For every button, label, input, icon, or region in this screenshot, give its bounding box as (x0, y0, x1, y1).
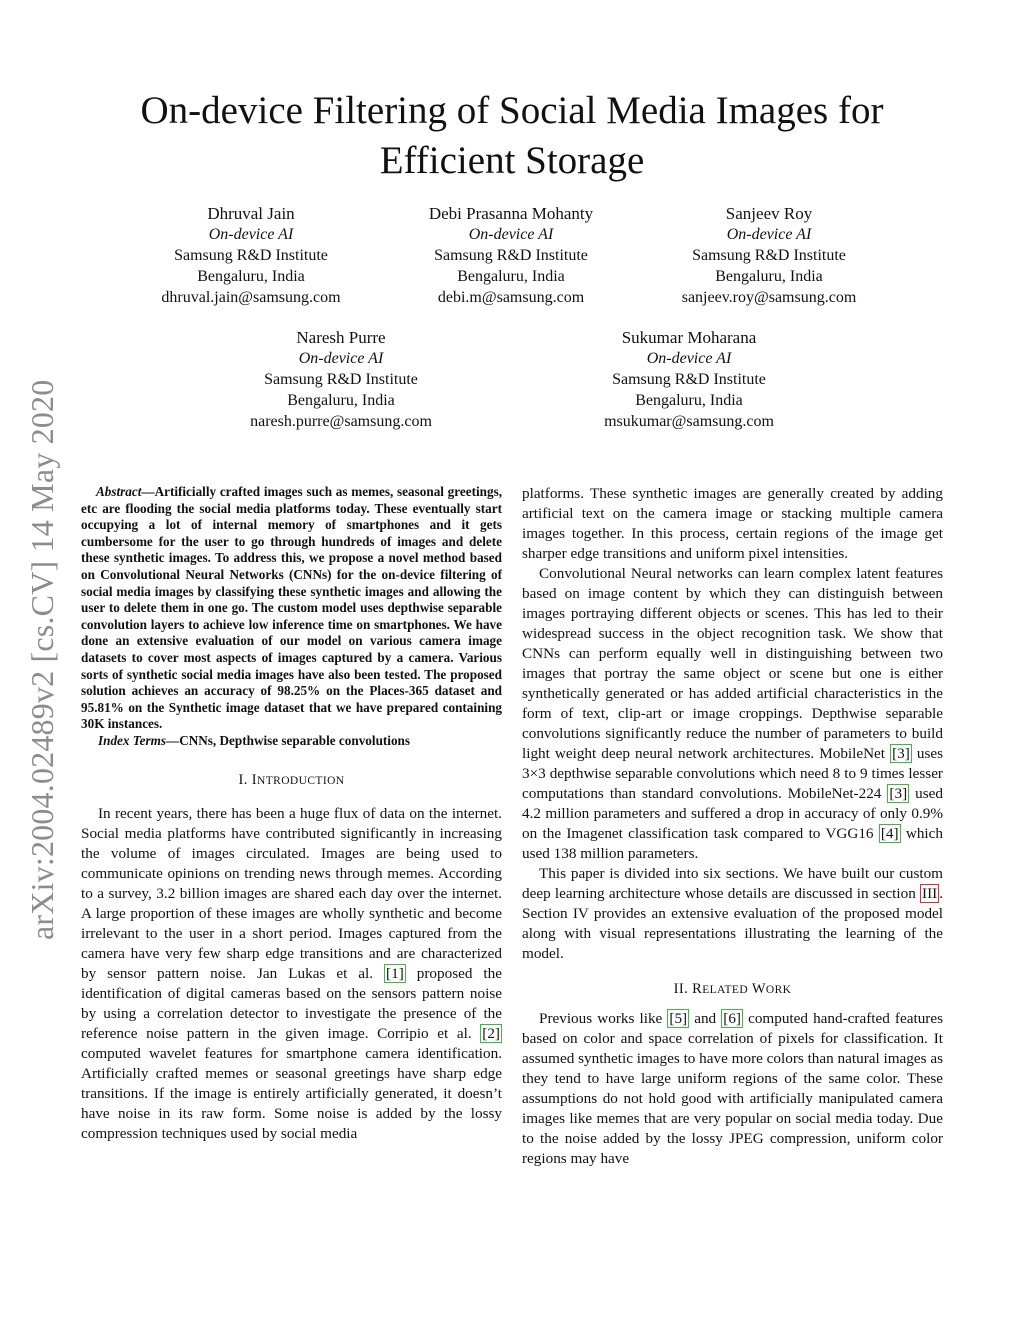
section-heading-related-work (522, 979, 943, 1000)
author-location: Bengaluru, India (287, 392, 395, 409)
author-institute: Samsung R&D Institute (264, 371, 418, 388)
intro-paragraph-continued: platforms. These synthetic images are generally created by adding artificial text on the camera image or stacking multiple camera images together. In this process, certain regions of the image get sharper edge transitions and uniform pixel intensities. (522, 485, 943, 562)
author-email: debi.m@samsung.com (437, 289, 585, 306)
text-run: which used 138 million parameters. (522, 825, 943, 862)
author-block (381, 203, 641, 308)
paper-structure-paragraph (522, 864, 943, 964)
text-run: used 4.2 million parameters and suffered a drop in accuracy of only 0.9% on the Imagenet classification task compared to VGG16 (522, 785, 943, 842)
author-location: Bengaluru, India (197, 268, 305, 285)
author-email: dhruval.jain@samsung.com (161, 289, 341, 306)
title-line-1: On-device Filtering of Social Media Images for (140, 89, 884, 132)
abstract: Abstract—Artificially crafted images such as memes, seasonal greetings, etc are flooding the social media platforms today. These eventually start occupying a lot of internal memory of smartphones and it gets cumbersome for the user to go through hundreds of images and delete these synthetic images. To address this, we propose a novel method based on Convolutional Neural Networks (CNNs) for the on-device filtering of social media images by classifying these synthetic images and allowing the user to delete them in one go. The custom model uses depthwise separable convolution layers to achieve low inference time on smartphones. We have done an extensive evaluation of our model on various camera image datasets to cover most aspects of images captured by a camera. Various sorts of synthetic social media images have also been tested. The proposed solution achieves an accuracy of 98.25% on the Places-365 dataset and 95.81% on the Synthetic image dataset that we have prepared containing 30K instances. (81, 484, 503, 732)
section-title-rest: NTRODUCTION (257, 774, 345, 787)
index-terms: Index Terms—CNNs, Depthwise separable convolutions (98, 732, 411, 748)
citation-link[interactable]: [6] (723, 1010, 741, 1027)
author-location: Bengaluru, India (715, 268, 823, 285)
author-email: naresh.purre@samsung.com (250, 413, 432, 430)
author-block (211, 327, 471, 432)
section-heading-introduction (81, 770, 502, 791)
text-run: proposed the identification of digital cameras based on the sensors pattern noise by using a correlation detector to investigate the presence of the reference noise pattern in the given image. Corripio et al. (81, 964, 502, 1042)
text-run: This paper is divided into six sections. We have built our custom deep learning architecture whose details are discussed in section (522, 865, 943, 902)
citation-link[interactable]: [3] (889, 785, 908, 802)
author-affiliation: On-device AI (208, 226, 294, 243)
author-institute: Samsung R&D Institute (612, 371, 766, 388)
author-name: Debi Prasanna Mohanty (428, 204, 594, 223)
text-run: . Section IV provides an extensive evaluation of the proposed model along with visual representations illustrating the learning of the model. (522, 885, 943, 962)
author-email: sanjeev.roy@samsung.com (681, 289, 857, 306)
section-initial: R (692, 981, 703, 997)
author-name: Sanjeev Roy (725, 204, 813, 223)
related-work-paragraph (522, 1009, 943, 1169)
section-initial: W (751, 981, 766, 997)
left-column (81, 484, 502, 1144)
author-affiliation: On-device AI (298, 350, 384, 367)
right-column (522, 484, 943, 1169)
author-affiliation: On-device AI (726, 226, 812, 243)
text-run: Convolutional Neural networks can learn complex latent features based on image content by which they can distinguish between images portraying different objects or scenes. This has led to their widespread success in the object recognition task. We show that CNNs can perform equally well in distinguishing between two images that portray the same object or scene but one is either synthetically generated or has added artificial characteristics in the form of text, clip-art or image croppings. Depthwise separable convolutions significantly reduce the number of parameters to build light weight deep neural network architectures. MobileNet (522, 565, 943, 762)
author-block (559, 327, 819, 432)
section-crossref-link[interactable]: III (922, 885, 938, 902)
section-title-rest: ELATED (702, 984, 749, 996)
paper-title (80, 86, 944, 186)
author-institute: Samsung R&D Institute (174, 247, 328, 264)
author-affiliation: On-device AI (468, 226, 554, 243)
text-run: computed wavelet features for smartphone camera identification. Artificially crafted memes or seasonal greetings have sharp edge transitions. If the image is entirely artificially generated, it doesn’t have noise in its raw form. Some noise is added by the lossy compression techniques used by social media (81, 1044, 502, 1142)
author-name: Naresh Purre (296, 328, 386, 347)
author-location: Bengaluru, India (635, 392, 743, 409)
citation-link[interactable]: [4] (880, 825, 899, 842)
text-run: uses 3×3 depthwise separable convolutions which need 8 to 9 times lesser computations than standard convolutions. MobileNet-224 (522, 745, 943, 802)
index-terms-text: CNNs, Depthwise separable convolutions (179, 732, 411, 748)
author-institute: Samsung R&D Institute (434, 247, 588, 264)
author-name: Dhruval Jain (207, 204, 295, 223)
author-block (639, 203, 899, 308)
section-numeral: II. (673, 981, 689, 997)
section-numeral: I. (238, 771, 248, 788)
text-run: Previous works like (539, 1010, 668, 1027)
author-name: Sukumar Moharana (621, 328, 757, 347)
intro-paragraph (81, 804, 502, 1144)
text-run: and (689, 1010, 722, 1027)
author-block (121, 203, 381, 308)
citation-link[interactable]: [1] (386, 964, 404, 982)
citation-link[interactable]: [2] (482, 1024, 500, 1042)
author-email: msukumar@samsung.com (604, 413, 774, 430)
section-initial: I (251, 771, 258, 788)
author-location: Bengaluru, India (457, 268, 565, 285)
citation-link[interactable]: [5] (669, 1010, 688, 1027)
author-institute: Samsung R&D Institute (692, 247, 846, 264)
text-run: In recent years, there has been a huge flux of data on the internet. Social media platforms have contributed significantly in increasing the volume of images circulated. Images are being used to communicate opinions on trending news through memes. According to a survey, 3.2 billion images are shared each day over the internet. A large proportion of these images are wholly synthetic and become irrelevant to the user in a short period. Images captured from the camera have very few sharp edge transitions and are characterized by sensor pattern noise. Jan Lukas et al. (81, 804, 502, 982)
cnn-paragraph (522, 564, 943, 864)
abstract-label: Abstract (95, 484, 142, 499)
arxiv-stamp: arXiv:2004.02489v2 [cs.CV] 14 May 2020 (24, 379, 60, 940)
author-affiliation: On-device AI (646, 350, 732, 367)
title-line-2: Efficient Storage (379, 139, 645, 182)
citation-link[interactable]: [3] (892, 745, 910, 762)
section-title-rest: ORK (765, 984, 792, 996)
abstract-text: Artificially crafted images such as memes, seasonal greetings, etc are flooding the social media platforms today. These eventually start occupying a lot of internal memory of smartphones and it gets cumbersome for the user to go through hundreds of images and delete these synthetic images. To address this, we propose a novel method based on Convolutional Neural Networks (CNNs) for the on-device filtering of social media images by classifying these synthetic images and allowing the user to delete them in one go. The custom model uses depthwise separable convolution layers to achieve low inference time on smartphones. We have done an extensive evaluation of our model on various camera image datasets to cover most aspects of images captured by a camera. Various sorts of synthetic social media images have also been tested. The proposed solution achieves an accuracy of 98.25% on the Places-365 dataset and 95.81% on the Synthetic image dataset that we have prepared containing 30K instances. (81, 484, 503, 732)
text-run: computed hand-crafted features based on color and space correlation of pixels for classification. It assumed synthetic images to have more colors than natural images as they tend to have large uniform regions of the same color. These assumptions do not hold good with artificially manipulated camera images like memes that are very popular on social media today. Due to the noise added by the lossy JPEG compression, uniform color regions may have (522, 1010, 943, 1167)
index-terms-label: Index Terms (98, 732, 167, 748)
